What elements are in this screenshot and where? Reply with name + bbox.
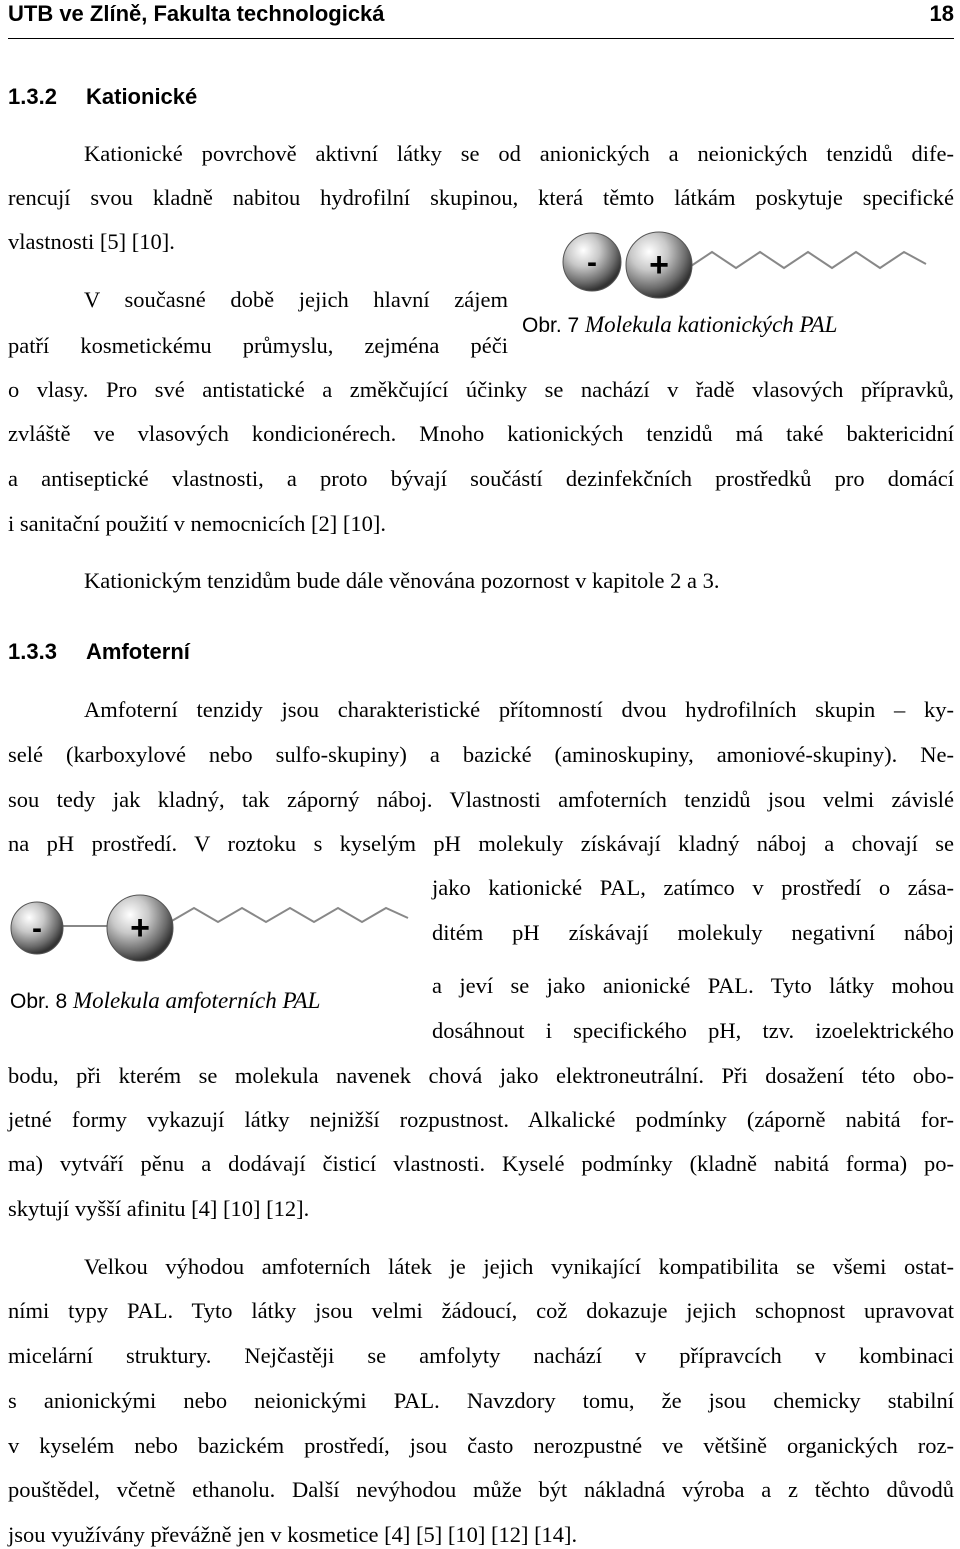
paragraph-line: pouštědel, včetně ethanolu. Další nevýhodou může být nákladná výroba a z těchto důvodů [8, 1477, 954, 1502]
section-heading-amphoteric [8, 639, 190, 665]
paragraph-line: jsou využívány převážně jen v kosmetice [4] [5] [10] [12] [14]. [8, 1522, 578, 1547]
figure7-molecule-diagram [560, 230, 930, 300]
paragraph-line: Amfoterní tenzidy jsou charakteristické přítomností dvou hydrofilních skupin – ky- [84, 697, 954, 722]
section-number: 1.3.2 [8, 84, 57, 109]
paragraph-line: ními typy PAL. Tyto látky jsou velmi žádoucí, což dokazuje jejich schopnost upravovat [8, 1298, 954, 1323]
paragraph-line: skytují vyšší afinitu [4] [10] [12]. [8, 1196, 310, 1221]
paragraph-line: a antiseptické vlastnosti, a proto bývají součástí dezinfekčních prostředků pro domácí [8, 466, 954, 491]
paragraph-line: ditém pH získávají molekuly negativní náboj [432, 920, 954, 945]
paragraph-line: patří kosmetickému průmyslu, zejména péči [8, 333, 508, 358]
paragraph-line: o vlasy. Pro své antistatické a změkčující účinky se nachází v řadě vlasových přípravků, [8, 377, 954, 402]
paragraph-line: na pH prostředí. V roztoku s kyselým pH molekuly získávají kladný náboj a chovají se [8, 831, 954, 856]
paragraph-line: zvláště ve vlasových kondicionérech. Mnoho kationických tenzidů má také baktericidní [8, 421, 954, 446]
figure8-molecule-diagram [10, 892, 410, 964]
figure7-caption-label: Obr. 7 [522, 314, 580, 337]
paragraph-line: V současné době jejich hlavní zájem [84, 287, 508, 312]
figure8-caption-label: Obr. 8 [10, 990, 68, 1013]
header-title: UTB ve Zlíně, Fakulta technologická [8, 1, 385, 26]
minus-symbol: - [587, 246, 597, 279]
paragraph-line: Kationickým tenzidům bude dále věnována pozornost v kapitole 2 a 3. [84, 568, 720, 593]
section-heading-cationic [8, 84, 197, 110]
paragraph-line: bodu, při kterém se molekula navenek chová jako elektroneutrální. Při dosažení této obo- [8, 1063, 954, 1088]
paragraph-line: s anionickými nebo neionickými PAL. Navzdory tomu, že jsou chemicky stabilní [8, 1388, 954, 1413]
page-number: 18 [929, 1, 954, 26]
section-number: 1.3.3 [8, 639, 57, 664]
plus-symbol: + [649, 246, 669, 284]
page-header [8, 0, 954, 39]
figure8-caption-text: Molekula amfoterních PAL [72, 988, 321, 1013]
paragraph-line: dosáhnout i specifického pH, tzv. izoelektrického [432, 1018, 954, 1043]
paragraph-line: rencují svou kladně nabitou hydrofilní skupinou, která těmto látkám poskytuje specifické [8, 185, 954, 210]
paragraph-line: jako kationické PAL, zatímco v prostředí o zása- [432, 875, 954, 900]
hydrophobic-tail [170, 908, 408, 922]
hydrophobic-tail [688, 252, 926, 268]
paragraph-line: Kationické povrchově aktivní látky se od anionických a neionických tenzidů dife- [84, 141, 954, 166]
paragraph-line: ma) vytváří pěnu a dodávají čisticí vlastnosti. Kyselé podmínky (kladně nabitá forma) po- [8, 1151, 954, 1176]
paragraph-line: Velkou výhodou amfoterních látek je jejich vynikající kompatibilita se všemi ostat- [84, 1254, 954, 1279]
paragraph-line: selé (karboxylové nebo sulfo-skupiny) a bazické (aminoskupiny, amoniové-skupiny). Ne- [8, 742, 954, 767]
figure7-caption-text: Molekula kationických PAL [584, 312, 838, 337]
paragraph-line: i sanitační použití v nemocnicích [2] [10]. [8, 511, 387, 536]
paragraph-line: sou tedy jak kladný, tak záporný náboj. Vlastnosti amfoterních tenzidů jsou velmi závislé [8, 787, 954, 812]
figure7-caption [522, 312, 837, 338]
paragraph-line: v kyselém nebo bazickém prostředí, jsou často nerozpustné ve většině organických roz- [8, 1433, 954, 1458]
section-title: Amfoterní [86, 639, 190, 664]
paragraph-line: micelární struktury. Nejčastěji se amfolyty nachází v přípravcích v kombinaci [8, 1343, 954, 1368]
minus-symbol: - [32, 912, 42, 945]
figure8-caption [10, 988, 320, 1014]
section-title: Kationické [86, 84, 198, 109]
plus-symbol: + [130, 909, 150, 947]
paragraph-line: jetné formy vykazují látky nejnižší rozpustnost. Alkalické podmínky (záporně nabitá for- [8, 1107, 954, 1132]
paragraph-line: a jeví se jako anionické PAL. Tyto látky mohou [432, 973, 954, 998]
paragraph-line: vlastnosti [5] [10]. [8, 229, 175, 254]
